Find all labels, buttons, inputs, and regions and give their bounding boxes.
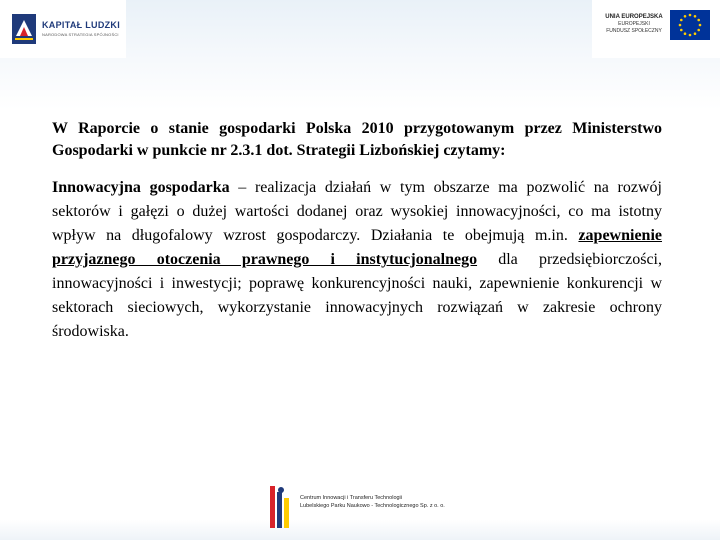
underlined-phrase: zapewnienie przyjaznego otoczenia prawnego i instytucjonalnego (52, 227, 662, 268)
intro-text: W Raporcie o stanie gospodarki Polska 2010 przygotowanym przez Ministerstwo Gospodarki w punkcie nr 2.3.1 dot. Strategii Lizbońskiej czytamy: (52, 120, 662, 159)
kapital-ludzki-icon (12, 14, 36, 44)
kl-logo-title: KAPITAŁ LUDZKI (42, 20, 121, 30)
footer-line1: Centrum Innowacji i Transferu Technologii (300, 495, 403, 501)
paragraph-text-2: dla przedsiębiorczości, innowacyjności i inwestycji; poprawę konkurencyjności nauki, zapewnienie konkurencji w sektorach sieciowych, wykorzystanie innowacyjnych rozwiązań w zakresie ochrony środowiska. (52, 251, 662, 340)
eu-logo (592, 0, 720, 58)
term-innowacyjna-gospodarka: Innowacyjna gospodarka (52, 179, 230, 196)
slide-content (52, 118, 662, 344)
footer-line2: Lubelskiego Parku Naukowo - Technologicznego Sp. z o. o. (300, 503, 445, 509)
citt-logo-icon (268, 484, 294, 530)
kl-logo-subtitle: NARODOWA STRATEGIA SPÓJNOŚCI (42, 32, 119, 37)
eu-logo-line2: EUROPEJSKI (618, 21, 650, 27)
eu-logo-line3: FUNDUSZ SPOŁECZNY (606, 28, 662, 34)
body-paragraph (52, 176, 662, 344)
kapital-ludzki-logo (0, 0, 126, 58)
eu-flag-icon (670, 10, 710, 40)
header (0, 0, 720, 62)
footer-logo (268, 484, 468, 532)
eu-logo-line1: UNIA EUROPEJSKA (605, 14, 663, 20)
paragraph-text-1: – realizacja działań w tym obszarze ma pozwolić na rozwój sektorów i gałęzi o dużej wartości dodanej oraz wysokiej innowacyjności, co ma istotny wpływ na długofalowy wzrost gospodarczy. Działania te obejmują m.in. (52, 179, 662, 244)
